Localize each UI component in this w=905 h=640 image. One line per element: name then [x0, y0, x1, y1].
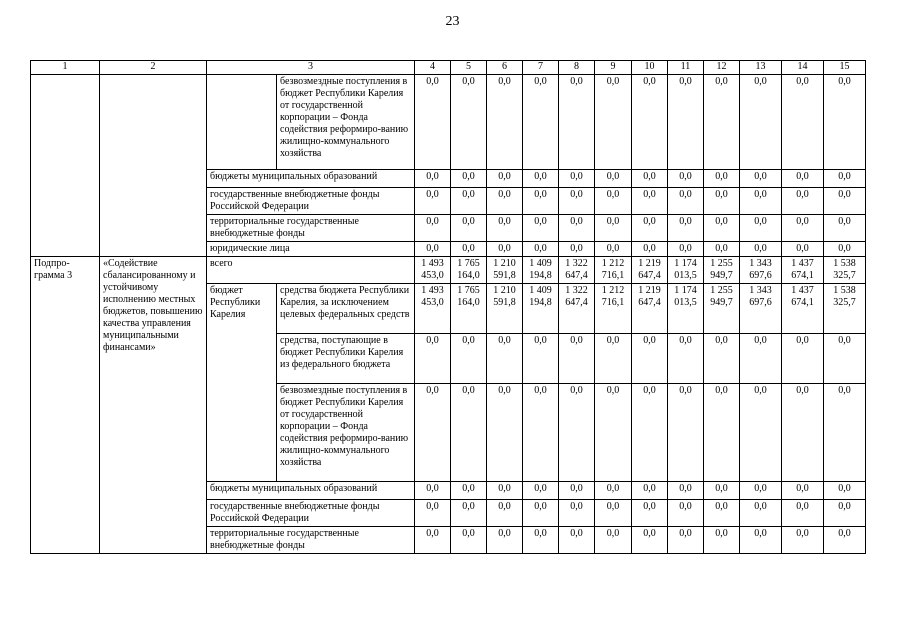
value-cell: 0,0: [668, 215, 704, 242]
value-cell: 0,0: [559, 188, 595, 215]
empty-cell: [31, 75, 100, 257]
row-label: безвозмездные поступления в бюджет Республики Карелия от государственной корпорации – Фонда содействия реформиро-ванию жилищно-коммунального хозяйства: [277, 384, 415, 482]
header-cell: 3: [207, 61, 415, 75]
value-cell: 0,0: [451, 482, 487, 500]
value-cell: 1 765 164,0: [451, 257, 487, 284]
value-cell: 0,0: [451, 334, 487, 384]
page-number: 23: [445, 14, 460, 29]
value-cell: 0,0: [632, 482, 668, 500]
value-cell: 0,0: [668, 527, 704, 554]
value-cell: 1 493 453,0: [415, 284, 451, 334]
value-cell: 0,0: [415, 527, 451, 554]
row-label: государственные внебюджетные фонды Российской Федерации: [207, 500, 415, 527]
value-cell: 0,0: [824, 75, 866, 170]
value-cell: 0,0: [451, 75, 487, 170]
row-label: средства, поступающие в бюджет Республики Карелия из федерального бюджета: [277, 334, 415, 384]
value-cell: 0,0: [559, 215, 595, 242]
value-cell: 1 343 697,6: [740, 257, 782, 284]
value-cell: 0,0: [824, 170, 866, 188]
value-cell: 0,0: [782, 334, 824, 384]
value-cell: 0,0: [487, 75, 523, 170]
row-label: средства бюджета Республики Карелия, за исключением целевых федеральных средств: [277, 284, 415, 334]
value-cell: 0,0: [595, 215, 632, 242]
value-cell: 0,0: [559, 75, 595, 170]
value-cell: 0,0: [415, 334, 451, 384]
value-cell: 0,0: [824, 215, 866, 242]
value-cell: 0,0: [782, 75, 824, 170]
value-cell: 0,0: [782, 527, 824, 554]
value-cell: 1 343 697,6: [740, 284, 782, 334]
value-cell: 0,0: [487, 242, 523, 257]
value-cell: 0,0: [740, 242, 782, 257]
header-cell: 9: [595, 61, 632, 75]
value-cell: 0,0: [704, 482, 740, 500]
value-cell: 0,0: [704, 384, 740, 482]
row-label: территориальные государственные внебюджетные фонды: [207, 215, 415, 242]
value-cell: 1 437 674,1: [782, 284, 824, 334]
row-label: бюджеты муниципальных образований: [207, 170, 415, 188]
value-cell: 0,0: [740, 527, 782, 554]
value-cell: 1 437 674,1: [782, 257, 824, 284]
value-cell: 1 409 194,8: [523, 257, 559, 284]
value-cell: 0,0: [523, 384, 559, 482]
value-cell: 0,0: [668, 384, 704, 482]
value-cell: 0,0: [824, 188, 866, 215]
value-cell: 0,0: [415, 215, 451, 242]
value-cell: 0,0: [668, 334, 704, 384]
row-label: государственные внебюджетные фонды Российской Федерации: [207, 188, 415, 215]
value-cell: 0,0: [668, 242, 704, 257]
value-cell: 0,0: [668, 188, 704, 215]
value-cell: 0,0: [559, 527, 595, 554]
value-cell: 0,0: [523, 482, 559, 500]
value-cell: 1 255 949,7: [704, 284, 740, 334]
value-cell: 0,0: [668, 75, 704, 170]
value-cell: 0,0: [595, 242, 632, 257]
value-cell: 0,0: [595, 384, 632, 482]
value-cell: 0,0: [595, 170, 632, 188]
value-cell: 0,0: [740, 334, 782, 384]
header-cell: 14: [782, 61, 824, 75]
subprogram-number: Подпро-грамма 3: [31, 257, 100, 554]
value-cell: 0,0: [487, 334, 523, 384]
value-cell: 0,0: [595, 527, 632, 554]
value-cell: 0,0: [632, 334, 668, 384]
value-cell: 1 322 647,4: [559, 284, 595, 334]
table-row: [31, 257, 866, 284]
value-cell: 0,0: [782, 384, 824, 482]
value-cell: 1 409 194,8: [523, 284, 559, 334]
value-cell: 0,0: [595, 75, 632, 170]
value-cell: 0,0: [415, 500, 451, 527]
value-cell: 0,0: [782, 500, 824, 527]
value-cell: 0,0: [740, 75, 782, 170]
value-cell: 1 174 013,5: [668, 257, 704, 284]
value-cell: 0,0: [595, 482, 632, 500]
value-cell: 0,0: [824, 500, 866, 527]
value-cell: 0,0: [632, 75, 668, 170]
value-cell: 0,0: [782, 215, 824, 242]
value-cell: 1 538 325,7: [824, 257, 866, 284]
value-cell: 1 765 164,0: [451, 284, 487, 334]
value-cell: 0,0: [487, 188, 523, 215]
value-cell: 0,0: [451, 170, 487, 188]
subprogram-title: «Содействие сбалансированному и устойчивому исполнению местных бюджетов, повышению качества управления муниципальными финансами»: [100, 257, 207, 554]
row-label: юридические лица: [207, 242, 415, 257]
header-cell: 1: [31, 61, 100, 75]
value-cell: 0,0: [704, 334, 740, 384]
header-cell: 6: [487, 61, 523, 75]
value-cell: 0,0: [704, 188, 740, 215]
value-cell: 1 210 591,8: [487, 284, 523, 334]
header-cell: 15: [824, 61, 866, 75]
value-cell: 0,0: [487, 170, 523, 188]
value-cell: 0,0: [415, 242, 451, 257]
value-cell: 0,0: [632, 188, 668, 215]
value-cell: 0,0: [632, 500, 668, 527]
value-cell: 0,0: [704, 527, 740, 554]
value-cell: 0,0: [559, 482, 595, 500]
value-cell: 0,0: [523, 242, 559, 257]
value-cell: 0,0: [632, 170, 668, 188]
value-cell: 0,0: [740, 384, 782, 482]
value-cell: 1 219 647,4: [632, 257, 668, 284]
value-cell: 1 493 453,0: [415, 257, 451, 284]
value-cell: 0,0: [451, 242, 487, 257]
header-cell: 7: [523, 61, 559, 75]
row-label: всего: [207, 257, 415, 284]
value-cell: 0,0: [824, 334, 866, 384]
header-cell: 5: [451, 61, 487, 75]
value-cell: 0,0: [782, 188, 824, 215]
value-cell: 0,0: [559, 170, 595, 188]
value-cell: 0,0: [632, 384, 668, 482]
value-cell: 0,0: [824, 527, 866, 554]
value-cell: 0,0: [740, 170, 782, 188]
value-cell: 0,0: [415, 170, 451, 188]
value-cell: 0,0: [487, 527, 523, 554]
value-cell: 0,0: [782, 482, 824, 500]
value-cell: 1 322 647,4: [559, 257, 595, 284]
value-cell: 0,0: [782, 170, 824, 188]
value-cell: 0,0: [451, 527, 487, 554]
value-cell: 0,0: [559, 334, 595, 384]
header-cell: 2: [100, 61, 207, 75]
value-cell: 0,0: [559, 500, 595, 527]
value-cell: 1 219 647,4: [632, 284, 668, 334]
header-cell: 8: [559, 61, 595, 75]
value-cell: 0,0: [523, 334, 559, 384]
value-cell: 0,0: [704, 242, 740, 257]
value-cell: 0,0: [523, 75, 559, 170]
row-label: безвозмездные поступления в бюджет Республики Карелия от государственной корпорации – Фонда содействия реформиро-ванию жилищно-коммунального хозяйства: [277, 75, 415, 170]
header-cell: 10: [632, 61, 668, 75]
value-cell: 0,0: [668, 500, 704, 527]
value-cell: 0,0: [824, 384, 866, 482]
value-cell: 0,0: [523, 215, 559, 242]
value-cell: 0,0: [559, 242, 595, 257]
value-cell: 0,0: [487, 384, 523, 482]
value-cell: 0,0: [704, 500, 740, 527]
header-cell: 4: [415, 61, 451, 75]
value-cell: 0,0: [523, 170, 559, 188]
value-cell: 0,0: [415, 482, 451, 500]
value-cell: 0,0: [595, 500, 632, 527]
value-cell: 0,0: [740, 482, 782, 500]
value-cell: 1 212 716,1: [595, 257, 632, 284]
header-row: [31, 61, 866, 75]
header-cell: 13: [740, 61, 782, 75]
value-cell: 0,0: [487, 482, 523, 500]
value-cell: 0,0: [632, 242, 668, 257]
value-cell: 0,0: [740, 500, 782, 527]
value-cell: 0,0: [704, 215, 740, 242]
value-cell: 0,0: [415, 75, 451, 170]
value-cell: 0,0: [740, 215, 782, 242]
row-label: бюджеты муниципальных образований: [207, 482, 415, 500]
value-cell: 0,0: [595, 188, 632, 215]
value-cell: 0,0: [668, 482, 704, 500]
value-cell: 0,0: [415, 384, 451, 482]
value-cell: 0,0: [451, 215, 487, 242]
header-cell: 11: [668, 61, 704, 75]
value-cell: 1 210 591,8: [487, 257, 523, 284]
value-cell: 0,0: [740, 188, 782, 215]
value-cell: 0,0: [632, 215, 668, 242]
value-cell: 0,0: [451, 188, 487, 215]
value-cell: 0,0: [523, 527, 559, 554]
value-cell: 1 174 013,5: [668, 284, 704, 334]
value-cell: 0,0: [523, 188, 559, 215]
table-row: [31, 75, 866, 170]
budget-table: [30, 60, 866, 554]
budget-rk-label: бюджет Республики Карелия: [207, 284, 277, 482]
value-cell: 0,0: [824, 482, 866, 500]
value-cell: 0,0: [451, 500, 487, 527]
value-cell: 0,0: [559, 384, 595, 482]
value-cell: 0,0: [523, 500, 559, 527]
value-cell: 0,0: [487, 500, 523, 527]
row-label: территориальные государственные внебюджетные фонды: [207, 527, 415, 554]
value-cell: 0,0: [782, 242, 824, 257]
empty-cell: [100, 75, 207, 257]
value-cell: 0,0: [704, 75, 740, 170]
value-cell: 0,0: [632, 527, 668, 554]
value-cell: 1 212 716,1: [595, 284, 632, 334]
value-cell: 0,0: [668, 170, 704, 188]
value-cell: 1 538 325,7: [824, 284, 866, 334]
empty-cell: [207, 75, 277, 170]
value-cell: 0,0: [451, 384, 487, 482]
value-cell: 0,0: [487, 215, 523, 242]
value-cell: 0,0: [595, 334, 632, 384]
value-cell: 0,0: [704, 170, 740, 188]
value-cell: 0,0: [824, 242, 866, 257]
value-cell: 1 255 949,7: [704, 257, 740, 284]
header-cell: 12: [704, 61, 740, 75]
value-cell: 0,0: [415, 188, 451, 215]
